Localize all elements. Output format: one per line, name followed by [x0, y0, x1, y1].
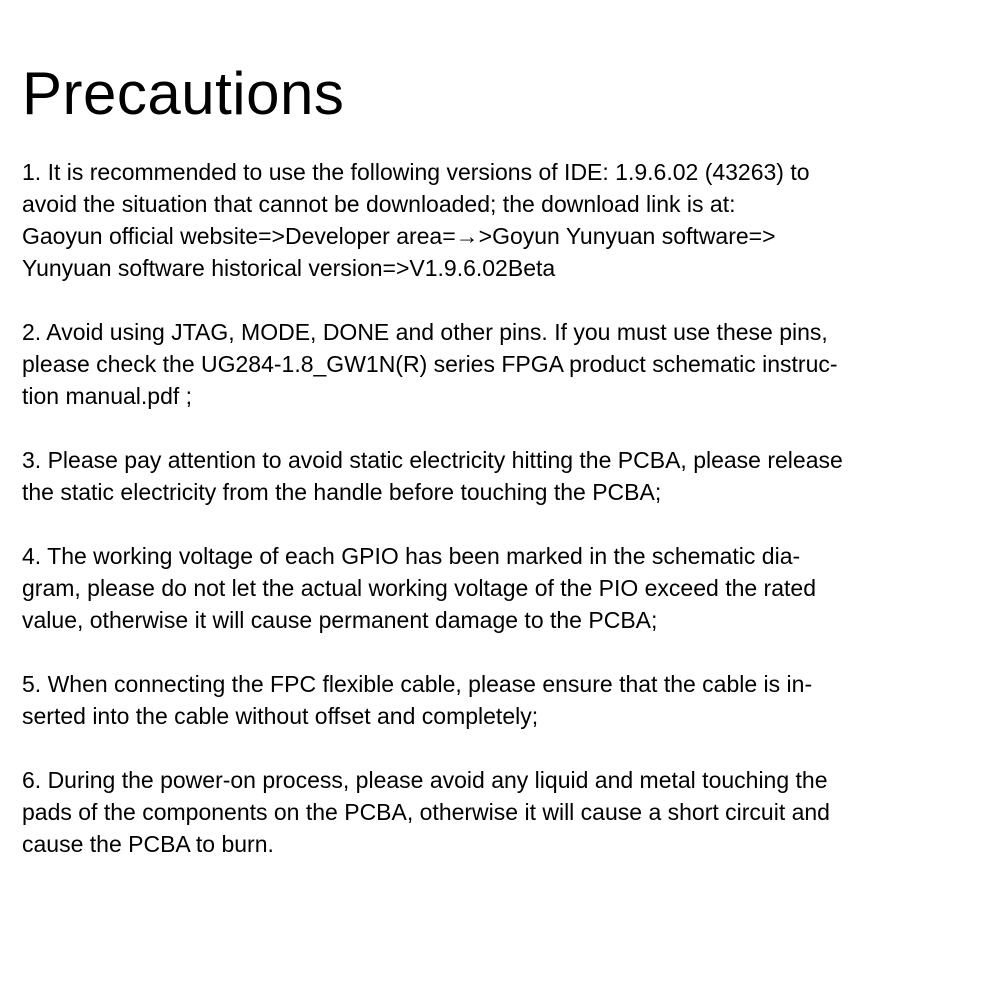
- precaution-line: please check the UG284-1.8_GW1N(R) series FPGA product schematic instruc-: [22, 351, 838, 377]
- precaution-item-2: [22, 316, 982, 412]
- precaution-line: pads of the components on the PCBA, otherwise it will cause a short circuit and: [22, 799, 830, 825]
- page-title: Precautions: [22, 60, 345, 127]
- precaution-line: the static electricity from the handle before touching the PCBA;: [22, 479, 662, 505]
- precaution-line: 5. When connecting the FPC flexible cable, please ensure that the cable is in-: [22, 671, 813, 697]
- precaution-line: 4. The working voltage of each GPIO has been marked in the schematic dia-: [22, 543, 801, 569]
- precaution-item-6: [22, 764, 982, 860]
- precaution-line: 2. Avoid using JTAG, MODE, DONE and other pins. If you must use these pins,: [22, 319, 828, 345]
- precaution-line: 1. It is recommended to use the following versions of IDE: 1.9.6.02 (43263) to: [22, 159, 810, 185]
- precaution-item-1: [22, 156, 982, 284]
- precaution-line: value, otherwise it will cause permanent damage to the PCBA;: [22, 607, 658, 633]
- precaution-line: avoid the situation that cannot be downloaded; the download link is at:: [22, 191, 736, 217]
- precaution-line: cause the PCBA to burn.: [22, 831, 274, 857]
- precaution-item-4: [22, 540, 982, 636]
- precaution-line: tion manual.pdf ;: [22, 383, 193, 409]
- precaution-line: Yunyuan software historical version=>V1.9.6.02Beta: [22, 255, 556, 281]
- precaution-line: 6. During the power-on process, please avoid any liquid and metal touching the: [22, 767, 828, 793]
- precaution-line: 3. Please pay attention to avoid static electricity hitting the PCBA, please release: [22, 447, 843, 473]
- precaution-line: serted into the cable without offset and completely;: [22, 703, 539, 729]
- precaution-line: gram, please do not let the actual working voltage of the PIO exceed the rated: [22, 575, 816, 601]
- precaution-item-3: [22, 444, 982, 508]
- precaution-line: Gaoyun official website=>Developer area=→>Goyun Yunyuan software=>: [22, 223, 776, 249]
- precautions-list: [22, 156, 982, 892]
- precaution-item-5: [22, 668, 982, 732]
